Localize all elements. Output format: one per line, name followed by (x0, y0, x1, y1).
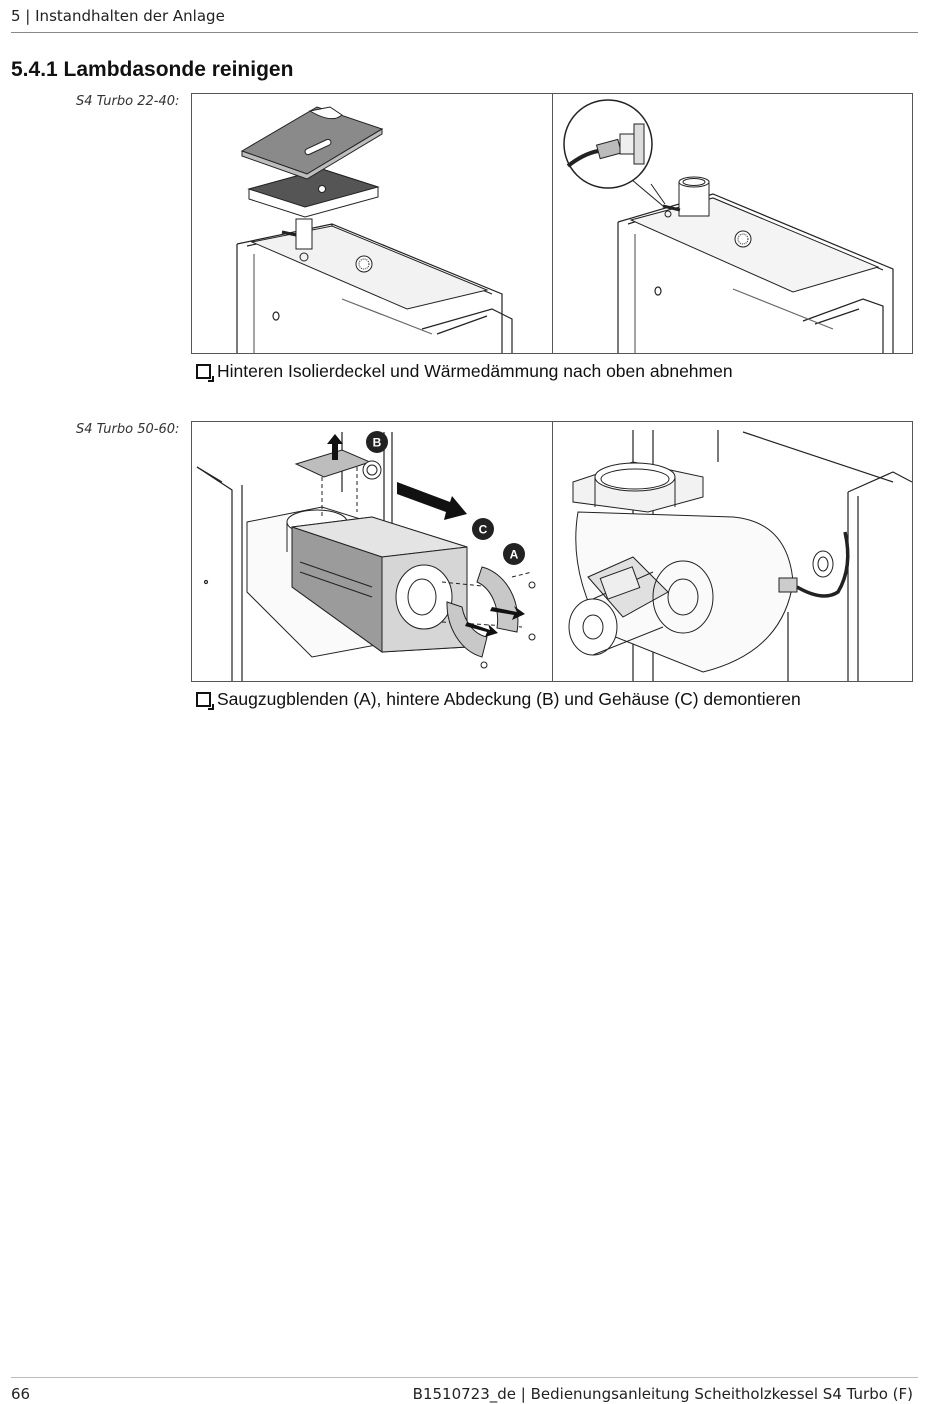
svg-text:B: B (372, 435, 382, 450)
instruction-step-2 (196, 689, 801, 710)
instruction-step-1 (196, 361, 733, 382)
checkbox-icon (196, 364, 211, 379)
svg-text:C: C (478, 522, 488, 537)
page-number: 66 (11, 1385, 31, 1403)
figure-disassemble-housing (191, 421, 913, 682)
footer-divider (11, 1377, 918, 1378)
illustration-exploded-housing (192, 422, 552, 681)
document-reference: B1510723_de | Bedienungsanleitung Scheitholzkessel S4 Turbo (F) (412, 1385, 913, 1403)
running-header: 5 | Instandhalten der Anlage (11, 7, 225, 25)
section-title: 5.4.1 Lambdasonde reinigen (11, 58, 294, 81)
callout-a (503, 543, 525, 565)
checkbox-icon (196, 692, 211, 707)
callout-b (366, 431, 388, 453)
illustration-lambda-probe-location (553, 94, 912, 353)
variant-label-50-60: S4 Turbo 50-60: (76, 422, 180, 437)
illustration-cover-lift (192, 94, 552, 353)
instruction-text: Saugzugblenden (A), hintere Abdeckung (B) und Gehäuse (C) demontieren (217, 689, 801, 709)
figure-remove-insulation-cover (191, 93, 913, 354)
svg-text:A: A (509, 547, 519, 562)
illustration-fan-with-probe (553, 422, 912, 681)
header-divider (11, 32, 918, 33)
instruction-text: Hinteren Isolierdeckel und Wärmedämmung nach oben abnehmen (217, 361, 733, 381)
callout-c (472, 518, 494, 540)
variant-label-22-40: S4 Turbo 22-40: (76, 94, 180, 109)
